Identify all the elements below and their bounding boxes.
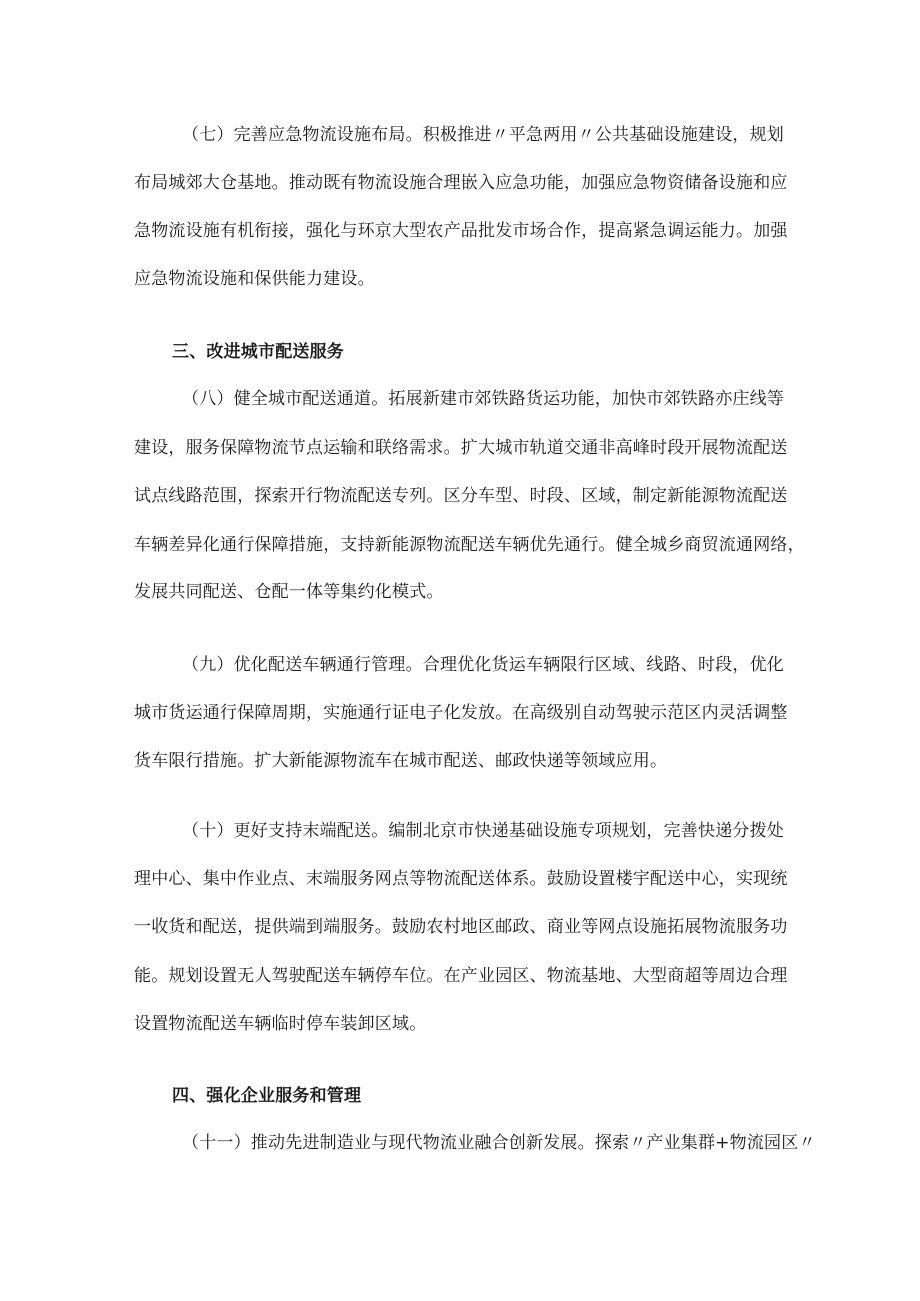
paragraph-7-line-2: 布局城郊大仓基地。推动既有物流设施合理嵌入应急功能，加强应急物资储备设施和应 bbox=[134, 173, 788, 193]
paragraph-10-line-3: 一收货和配送，提供端到端服务。鼓励农村地区邮政、商业等网点设施拓展物流服务功 bbox=[134, 917, 788, 937]
paragraph-7-line-1: （七）完善应急物流设施布局。积极推进〃平急两用〃公共基础设施建设，规划 bbox=[182, 125, 784, 145]
paragraph-7-line-4: 应急物流设施和保供能力建设。 bbox=[134, 269, 375, 289]
paragraph-11-line-1: （十一）推动先进制造业与现代物流业融合创新发展。探索〃产业集群+物流园区〃 bbox=[182, 1133, 816, 1153]
paragraph-10-line-1: （十）更好支持末端配送。编制北京市快递基础设施专项规划，完善快递分拨处 bbox=[182, 821, 784, 841]
paragraph-7-line-3: 急物流设施有机衔接，强化与环京大型农产品批发市场合作，提高紧急调运能力。加强 bbox=[134, 221, 788, 241]
paragraph-9-line-2: 城市货运通行保障周期，实施通行证电子化发放。在高级别自动驾驶示范区内灵活调整 bbox=[134, 703, 788, 723]
paragraph-8-line-2: 建设，服务保障物流节点运输和联络需求。扩大城市轨道交通非高峰时段开展物流配送 bbox=[134, 438, 788, 458]
paragraph-8-line-5: 发展共同配送、仓配一体等集约化模式。 bbox=[134, 582, 444, 602]
paragraph-10-line-2: 理中心、集中作业点、末端服务网点等物流配送体系。鼓励设置楼宇配送中心，实现统 bbox=[134, 869, 788, 889]
section-heading-3: 三、改进城市配送服务 bbox=[172, 342, 344, 362]
paragraph-10-line-4: 能。规划设置无人驾驶配送车辆停车位。在产业园区、物流基地、大型商超等周边合理 bbox=[134, 966, 788, 986]
paragraph-9-line-3: 货车限行措施。扩大新能源物流车在城市配送、邮政快递等领域应用。 bbox=[134, 751, 668, 771]
paragraph-8-line-3: 试点线路范围，探索开行物流配送专列。区分车型、时段、区域，制定新能源物流配送 bbox=[134, 486, 788, 506]
paragraph-9-line-1: （九）优化配送车辆通行管理。合理优化货运车辆限行区域、线路、时段，优化 bbox=[182, 655, 784, 675]
paragraph-10-line-5: 设置物流配送车辆临时停车装卸区域。 bbox=[134, 1014, 427, 1034]
paragraph-8-line-1: （八）健全城市配送通道。拓展新建市郊铁路货运功能，加快市郊铁路亦庄线等 bbox=[182, 389, 784, 409]
section-heading-4: 四、强化企业服务和管理 bbox=[172, 1086, 362, 1106]
paragraph-8-line-4: 车辆差异化通行保障措施，支持新能源物流配送车辆优先通行。健全城乡商贸流通网络， bbox=[134, 535, 805, 555]
